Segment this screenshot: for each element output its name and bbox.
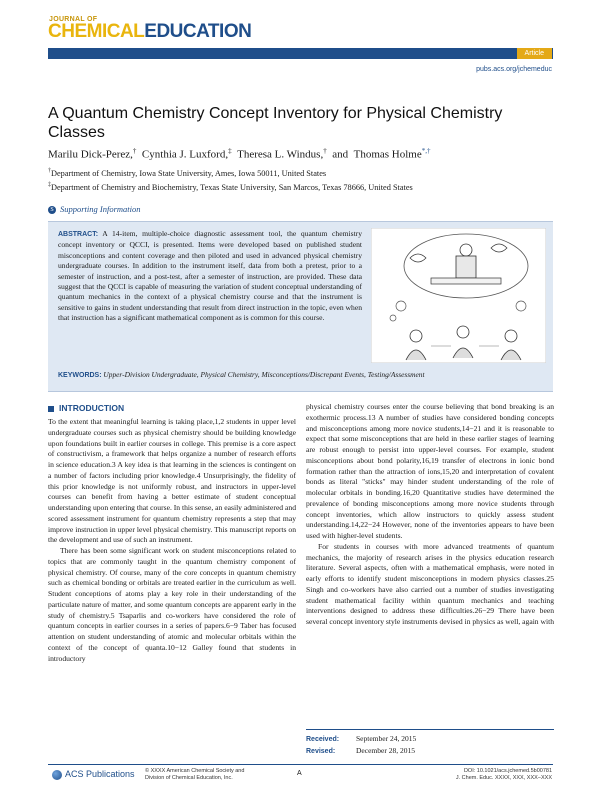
- author-4[interactable]: Thomas Holme: [353, 148, 422, 161]
- author-4-mark: *,†: [421, 147, 431, 155]
- acs-publications-logo[interactable]: [52, 769, 135, 780]
- keywords-text: Upper-Division Undergraduate, Physical Chemistry, Misconceptions/Discrepant Events, Testing/Assessment: [103, 370, 425, 379]
- author-1-mark: †: [132, 147, 137, 155]
- affiliation-1-text: Department of Chemistry, Iowa State University, Ames, Iowa 50011, United States: [51, 168, 327, 178]
- abstract: [58, 229, 362, 324]
- page-number: A: [297, 770, 302, 777]
- copyright-line-2: Division of Chemical Education, Inc.: [145, 775, 233, 781]
- paragraph: To the extent that meaningful learning is taking place,1,2 students in upper level undergraduate courses such as physical chemistry should be building knowledge upon foundations built in earlier courses in college. This premise is a core aspect of constructivism, a framework that helps organize a number of research efforts in science education.3 A key idea is that learning in the sciences is contingent on a number of factors including prior knowledge.4 Unsurprisingly, the fidelity of this prior knowledge is not uniformly robust, and instructors in upper-level courses can benefit from having a better estimate of student conceptual understanding upon entering that course. In this sense, an easily administered and scored assessment instrument for quantum chemistry represents a step that may improve instruction in upper level physical chemistry. This manuscript reports on the development and use of such an instrument.: [48, 417, 296, 545]
- author-list: [48, 147, 430, 161]
- author-1[interactable]: Marilu Dick-Perez,: [48, 148, 133, 161]
- section-square-icon: [48, 406, 54, 412]
- abstract-label: ABSTRACT:: [58, 231, 99, 238]
- supporting-information-link[interactable]: [48, 204, 141, 214]
- body-right-column: [306, 402, 554, 628]
- section-title: INTRODUCTION: [59, 403, 125, 413]
- header-bar: [48, 48, 553, 59]
- affiliation-1: [48, 168, 326, 178]
- author-3-mark: †: [323, 147, 327, 155]
- abstract-text: A 14-item, multiple-choice diagnostic assessment tool, the quantum chemistry concept inventory or QCCI, is presented. Items were developed based on published student misconceptions and content coverage and then piloted and used in advanced physical chemistry undergraduate courses. In addition to the instrument itself, data from both a pretest, prior to a semester of instruction, and a post-test, after a semester of instruction, are provided. These data suggest that the QCCI is capable of measuring the variation of student conceptual understanding of quantum mechanics in the context of a physical chemistry course and that the instrument is sensitive to gains in student understanding that result from direct instruction in the topic, even when that instruction has a significant mathematical component as is common for this course.: [58, 229, 363, 323]
- acs-logo-icon: [52, 770, 62, 780]
- author-3[interactable]: Theresa L. Windus,: [237, 148, 324, 161]
- body-left-column: [48, 417, 296, 664]
- revised-label: Revised:: [306, 748, 336, 755]
- revised-value: December 28, 2015: [356, 746, 415, 755]
- journal-logo-top: JOURNAL OF: [49, 16, 98, 23]
- keywords: [58, 370, 548, 381]
- journal-url-link[interactable]: pubs.acs.org/jchemeduc: [476, 66, 552, 73]
- affiliation-2: [48, 182, 413, 192]
- journal-logo-part1: CHEMICAL: [48, 21, 145, 42]
- journal-logo[interactable]: [48, 22, 251, 42]
- received-label: Received:: [306, 736, 340, 743]
- doi-line: DOI: 10.1021/acs.jchemed.5b00781: [463, 768, 552, 774]
- affiliation-2-mark: ‡: [48, 182, 51, 188]
- article-type-tag: Article: [517, 48, 552, 59]
- keywords-label: KEYWORDS:: [58, 372, 102, 379]
- toc-graphic: [371, 228, 546, 363]
- author-2-mark: ‡: [228, 147, 232, 155]
- paragraph: There has been some significant work on student misconceptions related to topics that are commonly taught in the quantum chemistry component of physical chemistry. Of course, many of the core concepts in quantum chemistry such as chemical bonding or orbitals are treated earlier in the curriculum as well. Student conceptions of atoms play a key role in their understanding of the particulate nature of matter, and some quantum concepts are apparent early in the study of chemistry.5 Tsaparlis and co-workers have considered the role of quantum concepts in earlier courses in a series of papers.6−9 Taber has focused attention on student understanding of atomic and molecular orbitals within the context of the concept of quanta.10−12 Galley found that students in introductory: [48, 546, 296, 663]
- supporting-info-label: Supporting Information: [60, 204, 141, 214]
- copyright-notice: [145, 768, 244, 782]
- received-date: [306, 733, 554, 745]
- author-2[interactable]: Cynthia J. Luxford,: [141, 148, 229, 161]
- paper-title: A Quantum Chemistry Concept Inventory for Physical Chemistry Classes: [48, 105, 503, 141]
- copyright-line-1: © XXXX American Chemical Society and: [145, 768, 245, 774]
- author-conjunction: and: [332, 148, 349, 161]
- acs-logo-text: ACS Publications: [65, 769, 135, 779]
- article-dates: [306, 729, 554, 757]
- affiliation-1-mark: †: [48, 168, 51, 174]
- journal-logo-part2: EDUCATION: [144, 21, 252, 42]
- toc-graphic-frame: [371, 228, 546, 363]
- received-value: September 24, 2015: [356, 734, 417, 743]
- footer-rule: [48, 764, 553, 765]
- supporting-info-icon: S: [48, 206, 56, 214]
- affiliation-2-text: Department of Chemistry and Biochemistry, Texas State University, San Marcos, Texas 78666, United States: [51, 182, 413, 192]
- paragraph: For students in courses with more advanced treatments of quantum mechanics, the majority of research arises in the physics education research literature. Several aspects, often with a mathematical emphasis, were noted in early efforts to identify student misconceptions in modern physics classes.25 Singh and co-workers have also carried out a number of studies investigating student mathematical facility within quantum mechanics and teaching interventions designed to address these difficulties.26−29 There have been several concept inventory style instruments devised in physics as well, again with: [306, 541, 555, 626]
- revised-date: [306, 745, 554, 757]
- desk: [431, 278, 501, 284]
- citation-line: J. Chem. Educ. XXXX, XXX, XXX−XXX: [455, 775, 552, 781]
- paragraph: physical chemistry courses enter the course believing that bond breaking is an exothermic process.13 A number of studies have considered bonding concepts and misconceptions among more novice students,14−21 and it is reasonable to expect that some misconceptions that are held in these earlier stages of learning are robust enough to persist into upper-level courses. For example, student misconceptions about bond polarity,16,19 transfer of electrons in ionic bond formation rather than the attraction of ions,15,20 and interpretation of covalent bonds as literal "sticks" may hinder student understanding of the role of molecular orbitals in bonding.16,20 Quantitative studies have determined the prevalence of bonding misconceptions among more novice students through concept inventories, which allow instructors to quickly assess student understanding.14,22−24 However, none of the inventories appears to have been used with higher-level students.: [306, 402, 554, 540]
- doi-citation[interactable]: [456, 768, 552, 782]
- figure-body: [456, 256, 476, 278]
- section-heading-introduction: [48, 403, 124, 413]
